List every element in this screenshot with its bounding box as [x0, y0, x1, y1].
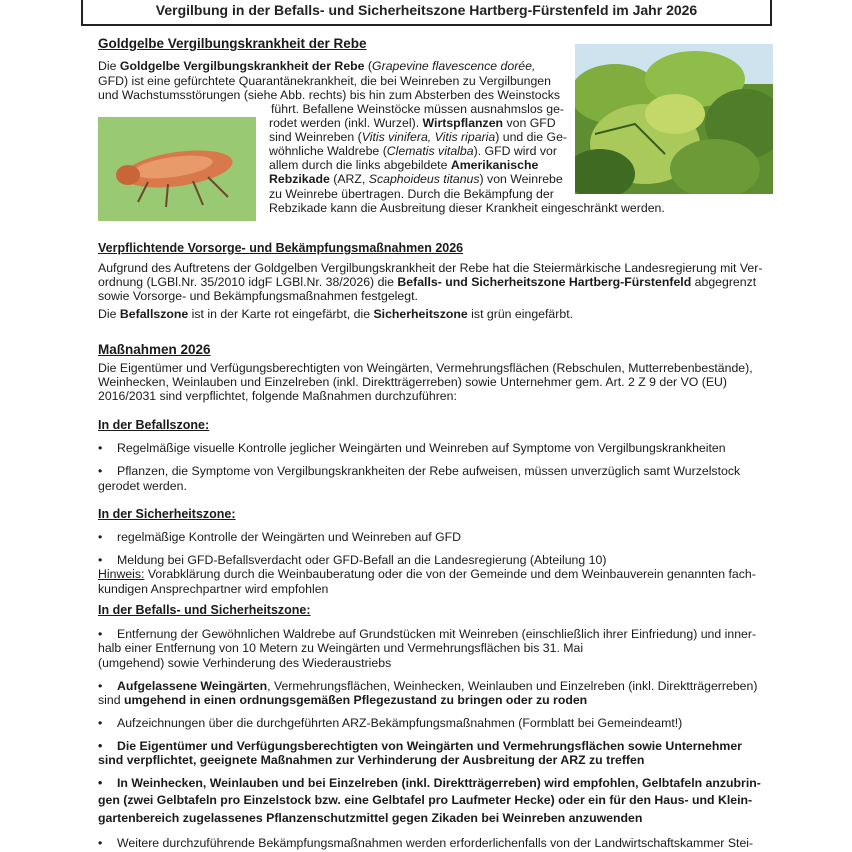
beide-bullet-5: • In Weinhecken, Weinlauben und bei Einzelreben (inkl. Direktträgerreben) wird empfohlen, Gelbtafeln anzubrin- [98, 776, 761, 790]
beide-bullet-1-line-3: (umgehend) sowie Verhinderung des Wiederaustriebs [98, 656, 392, 670]
gfd-line-2: GFD) ist eine gefürchtete Quarantänekrankheit, die bei Weinreben zu Vergilbungen [98, 74, 551, 88]
befallszone-bullet-2: • Pflanzen, die Symptome von Vergilbungskrankheiten der Rebe aufweisen, müssen unverzüglich samt Wurzelstock [98, 464, 740, 478]
vine-leaves-photo [575, 44, 773, 194]
beide-bullet-5-line-2: gen (zwei Gelbtafeln pro Einzelstock bzw. eine Gelbtafel pro Laufmeter Hecke) oder ein für den Haus- und Klein- [98, 793, 753, 807]
befallszone-bullet-1: • Regelmäßige visuelle Kontrolle jeglicher Weingärten und Weinreben auf Symptome von Vergilbungskrankheiten [98, 441, 726, 455]
beide-bullet-6: • Weitere durchzuführende Bekämpfungsmaßnahmen werden erforderlichenfalls von der Landwirtschaftskammer Stei- [98, 836, 753, 850]
gfd-line-10: zu Weinrebe übertragen. Durch die Bekämpfung der [269, 187, 554, 201]
beide-bullet-2-line-2: sind umgehend in einen ordnungsgemäßen Pflegezustand zu bringen oder zu roden [98, 693, 588, 707]
vorsorge-line-2: ordnung (LGBl.Nr. 35/2010 idgF LGBl.Nr. 38/2026) die Befalls- und Sicherheitszone Hartberg-Fürstenfeld abgegrenzt [98, 275, 757, 289]
massnahmen-line-2: Weinhecken, Weinlauben und Einzelreben (inkl. Direktträgerreben) sowie Unternehmer gem. Art. 2 Z 9 der VO (EU) [98, 375, 728, 389]
beide-bullet-1-line-2: halb einer Entfernung von 10 Metern zu Weingärten und Vermehrungsflächen bis 31. Mai [98, 641, 584, 655]
hint-line-2: kundigen Ansprechpartner wird empfohlen [98, 582, 329, 596]
vorsorge-line-4: Die Befallszone ist in der Karte rot eingefärbt, die Sicherheitszone ist grün eingefärbt. [98, 307, 574, 321]
beide-bullet-3: • Aufzeichnungen über die durchgeführten ARZ-Bekämpfungsmaßnahmen (Formblatt bei Gemeindeamt!) [98, 716, 682, 730]
leafhopper-photo [98, 117, 256, 221]
sicherheitszone-bullet-2: • Meldung bei GFD-Befallsverdacht oder GFD-Befall an die Landesregierung (Abteilung 10) [98, 553, 606, 567]
gfd-line-4: führt. Befallene Weinstöcke müssen ausnahmslos ge- [271, 102, 564, 116]
beide-bullet-1: • Entfernung der Gewöhnlichen Waldrebe auf Grundstücken mit Weinreben (einschließlich ihrer Einfriedung) und inner- [98, 627, 756, 641]
gfd-line-3: und Wachstumsstörungen (siehe Abb. rechts) bis hin zum Absterben des Weinstocks [98, 88, 561, 102]
gfd-line-6: sind Weinreben (Vitis vinifera, Vitis riparia) und die Ge- [269, 130, 568, 144]
beide-bullet-4-line-2: sind verpflichtet, geeignete Maßnahmen zur Verhinderung der Ausbreitung der ARZ zu treffen [98, 753, 645, 767]
vorsorge-line-1: Aufgrund des Auftretens der Goldgelben Vergilbungskrankheit der Rebe hat die Steiermärkische Landesregierung mit Ver- [98, 261, 763, 275]
subsection-title-sicherheitszone: In der Sicherheitszone: [98, 507, 236, 521]
subsection-title-beide: In der Befalls- und Sicherheitszone: [98, 603, 311, 617]
gfd-line-5: rodet werden (inkl. Wurzel). Wirtspflanzen von GFD [269, 116, 556, 130]
gfd-line-1: Die Goldgelbe Vergilbungskrankheit der Rebe (Grapevine flavescence dorée, [98, 59, 536, 73]
subsection-title-befallszone: In der Befallszone: [98, 418, 210, 432]
hint-line-1: Hinweis: Vorabklärung durch die Weinbauberatung oder die von der Gemeinde und dem Weinbauverein genannten fach- [98, 567, 756, 581]
massnahmen-line-3: 2016/2031 sind verpflichtet, folgende Maßnahmen durchzuführen: [98, 389, 457, 403]
section-title-massnahmen: Maßnahmen 2026 [98, 342, 211, 357]
beide-bullet-4: • Die Eigentümer und Verfügungsberechtigten von Weingärten und Vermehrungsflächen sowie Unternehmer [98, 739, 742, 753]
header-title: Vergilbung in der Befalls- und Sicherheitszone Hartberg-Fürstenfeld im Jahr 2026 [155, 2, 698, 18]
massnahmen-line-1: Die Eigentümer und Verfügungsberechtigten von Weingärten, Vermehrungsflächen (Rebschulen, Mutterrebenbestände), [98, 361, 753, 375]
gfd-line-7: wöhnliche Waldrebe (Clematis vitalba). GFD wird vor [269, 144, 557, 158]
gfd-line-8: allem durch die links abgebildete Amerikanische [269, 158, 539, 172]
gfd-line-11: Rebzikade kann die Ausbreitung dieser Krankheit eingeschränkt werden. [269, 201, 665, 215]
section-title-vorsorge: Verpflichtende Vorsorge- und Bekämpfungsmaßnahmen 2026 [98, 241, 464, 255]
section-title-gfd: Goldgelbe Vergilbungskrankheit der Rebe [98, 36, 367, 51]
gfd-line-9: Rebzikade (ARZ, Scaphoideus titanus) von Weinrebe [269, 172, 563, 186]
befallszone-bullet-2-cont: gerodet werden. [98, 479, 187, 493]
beide-bullet-2: • Aufgelassene Weingärten, Vermehrungsflächen, Weinhecken, Weinlauben und Einzelreben (inkl. Direktträgerreben) [98, 679, 757, 693]
header-box [81, 0, 772, 26]
vorsorge-line-3: sowie Vorsorge- und Bekämpfungsmaßnahmen festgelegt. [98, 289, 418, 303]
sicherheitszone-bullet-1: • regelmäßige Kontrolle der Weingärten und Weinreben auf GFD [98, 530, 461, 544]
beide-bullet-5-line-3: gartenbereich zugelassenes Pflanzenschutzmittel gegen Zikaden bei Weinreben anzuwenden [98, 811, 643, 825]
